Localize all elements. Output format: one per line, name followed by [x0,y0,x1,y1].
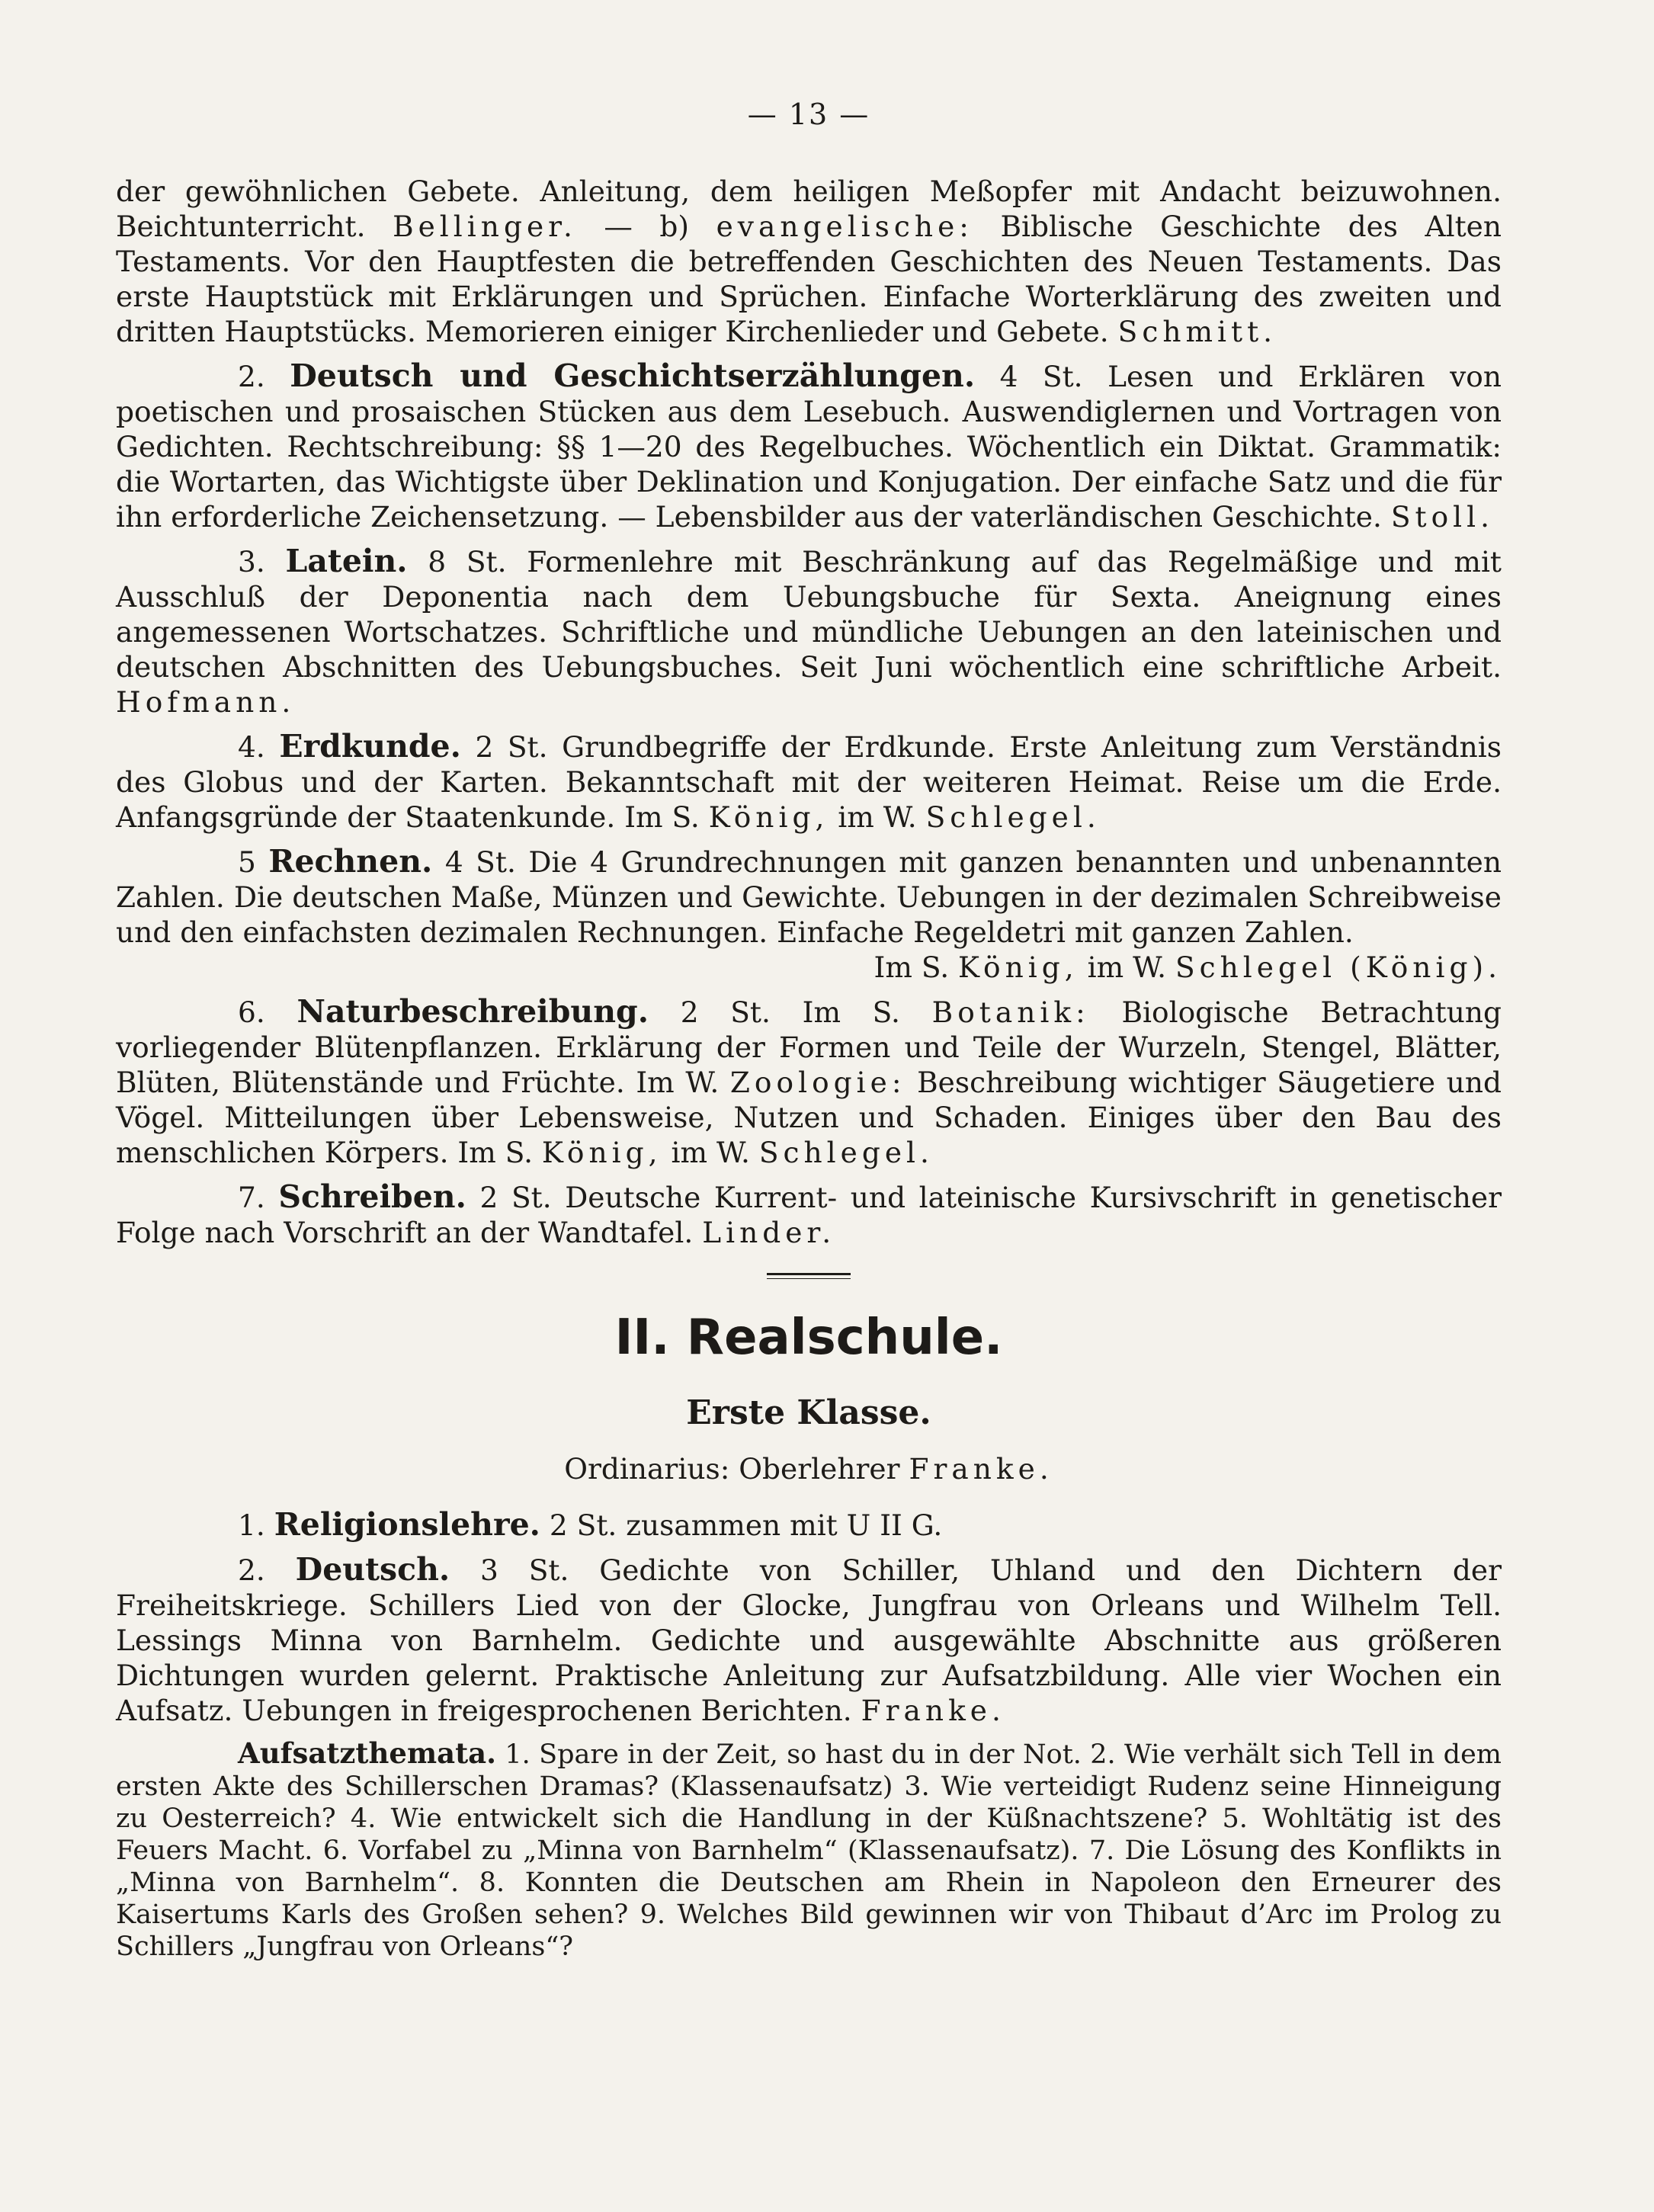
teacher-franke: Franke. [861,1694,1005,1727]
deutsch-hours: 4 St. [999,360,1083,393]
religion-text-2: — b) [604,210,690,243]
deutsch2-number: 2. [238,1553,265,1587]
latein-paragraph [116,543,1502,720]
erdkunde-mid: im W. [838,800,917,834]
deutsch2-subject: Deutsch. [295,1551,450,1588]
teacher-koenig: König, [958,951,1079,984]
teacher-koenig: König, [708,800,829,834]
latein-text: Formenlehre mit Beschränkung auf das Regelmäßige und mit Ausschluß der Deponentia nach dem Uebungsbuche für Sexta. Aneignung eines angemessenen Wortschatzes. Schriftliche und mündliche Uebungen an den lateinischen und deutschen Abschnitten des Uebungsbuches. Seit Juni wöchentlich eine schriftliche Arbeit. [116,545,1502,684]
erdkunde-subject: Erdkunde. [279,728,461,765]
ordinarius-name: Franke. [909,1452,1053,1486]
erdkunde-hours: 2 St. [475,730,548,764]
religion2-paragraph [116,1507,1502,1543]
natur-number: 6. [238,995,265,1029]
ordinarius-label: Ordinarius: Oberlehrer [564,1452,900,1486]
rechnen-text: Die 4 Grundrechnungen mit ganzen benannten und unbenannten Zahlen. Die deutschen Maße, Münzen und Gewichte. Uebungen in der dezimalen Schreibweise und den einfachsten dezimalen Rechnungen. Einfache Regeldetri mit ganzen Zahlen. [116,845,1502,949]
rechnen-number: 5 [238,845,256,879]
schreiben-number: 7. [238,1181,265,1214]
natur-paragraph [116,994,1502,1170]
rechnen-paragraph [116,844,1502,950]
erdkunde-text: Grundbegriffe der Erdkunde. Erste Anleitung zum Verständnis des Globus und der Karten. Bekanntschaft mit der weiteren Heimat. Reise um die Erde. Anfangsgründe der Staatenkunde. Im S. [116,730,1502,834]
religion2-subject: Religionslehre. [274,1506,540,1543]
teacher-schlegel: Schlegel (König). [1175,951,1502,984]
deutsch2-paragraph [116,1552,1502,1728]
rechnen-teachers-line [116,950,1502,985]
teacher-schlegel: Schlegel. [925,800,1101,834]
section-divider-ornament [767,1273,851,1279]
erdkunde-number: 4. [238,730,265,764]
natur-text-2: Beschreibung wichtiger Säugetiere und Vögel. Mitteilungen über Lebensweise, Nutzen und Schaden. Einiges über den Bau des menschlichen Körpers. Im S. [116,1066,1502,1169]
religion2-text: 2 St. zusammen mit U II G. [549,1508,943,1542]
label-zoologie: Zoologie: [729,1066,906,1099]
natur-pre: Im S. [802,995,900,1029]
natur-mid: im W. [671,1136,750,1169]
teacher-schlegel: Schlegel. [758,1136,934,1169]
natur-hours: 2 St. [680,995,771,1029]
label-evangelisch: evangelische: [716,210,973,243]
teacher-bellinger: Bellinger. [393,210,577,243]
latein-hours: 8 St. [428,545,507,579]
religion-text-1: der gewöhnlichen Gebete. Anleitung, dem heiligen Meßopfer mit Andacht beizuwohnen. Beichtunterricht. [116,175,1502,243]
religion-text-3: Biblische Geschichte des Alten Testaments. Vor den Hauptfesten die betreffenden Geschichten des Neuen Testaments. Das erste Hauptstück mit Erklärungen und Sprüchen. Einfache Worterklärung des zweiten und dritten Hauptstücks. Memorieren einiger Kirchenlieder und Gebete. [116,210,1502,348]
latein-number: 3. [238,545,265,579]
rechnen-hours: 4 St. [444,845,516,879]
teacher-schmitt: Schmitt. [1117,315,1277,348]
aufsatzthemata-block [116,1737,1502,1963]
deutsch-text: Lesen und Erklären von poetischen und prosaischen Stücken aus dem Lesebuch. Auswendiglernen und Vortragen von Gedichten. Rechtschreibung: §§ 1—20 des Regelbuches. Wöchentlich ein Diktat. Grammatik: die Wortarten, das Wichtigste über Deklination und Konjugation. Der einfache Satz und die für ihn erforderliche Zeichensetzung. — Lebensbilder aus der vaterländischen Geschichte. [116,360,1502,534]
page-number: — 13 — [747,98,870,131]
schreiben-text: Deutsche Kurrent- und lateinische Kursivschrift in genetischer Folge nach Vorschrift an der Wandtafel. [116,1181,1502,1249]
deutsch-number: 2. [238,360,265,393]
natur-subject: Naturbeschreibung. [297,993,649,1030]
deutsch2-hours: 3 St. [480,1553,569,1587]
class-title: Erste Klasse. [686,1393,931,1432]
schreiben-hours: 2 St. [479,1181,552,1214]
deutsch-subject: Deutsch und Geschichtserzählungen. [290,357,976,394]
section-title: II. Realschule. [614,1310,1003,1366]
deutsch-paragraph [116,358,1502,534]
rechnen-line-mid: im W. [1087,951,1167,984]
rechnen-subject: Rechnen. [268,843,433,880]
aufsatz-label: Aufsatzthemata. [238,1736,497,1770]
natur-text-1: Biologische Betrachtung vorliegender Blütenpflanzen. Erklärung der Formen und Teile der Wurzeln, Stengel, Blätter, Blüten, Blütenstände und Früchte. Im W. [116,995,1502,1099]
teacher-stoll: Stoll. [1390,500,1495,534]
latein-subject: Latein. [285,543,408,579]
aufsatz-text: 1. Spare in der Zeit, so hast du in der Not. 2. Wie verhält sich Tell in dem ersten Akte des Schillerschen Dramas? (Klassenaufsatz) 3. Wie verteidigt Rudenz seine Hinneigung zu Oesterreich? 4. Wie entwickelt sich die Handlung in der Küßnachtszene? 5. Wohltätig ist des Feuers Macht. 6. Vorfabel zu „Minna von Barnhelm“ (Klassenaufsatz). 7. Die Lösung des Konflikts in „Minna von Barnhelm“. 8. Konnten die Deutschen am Rhein in Napoleon den Erneurer des Kaisertums Karls des Großen sehen? 9. Welches Bild gewinnen wir von Thibaut d’Arc im Prolog zu Schillers „Jungfrau von Orleans“? [116,1739,1502,1962]
erdkunde-paragraph [116,729,1502,835]
religion2-number: 1. [238,1508,265,1542]
schreiben-subject: Schreiben. [278,1178,466,1215]
label-botanik: Botanik: [931,995,1090,1029]
deutsch2-text: Gedichte von Schiller, Uhland und den Dichtern der Freiheitskriege. Schillers Lied von der Glocke, Jungfrau von Orleans und Wilhelm Tell. Lessings Minna von Barnhelm. Gedichte und ausgewählte Abschnitte aus größeren Dichtungen wurden gelernt. Praktische Anleitung zur Aufsatzbildung. Alle vier Wochen ein Aufsatz. Uebungen in freigesprochenen Berichten. [116,1553,1502,1727]
teacher-hofmann: Hofmann. [116,685,296,719]
aufsatz-paragraph [116,1737,1502,1963]
teacher-koenig: König, [541,1136,662,1169]
schreiben-paragraph [116,1179,1502,1250]
teacher-linder: Linder. [702,1216,836,1249]
religion-continuation-paragraph [116,174,1502,349]
ordinarius-line [116,1452,1502,1486]
rechnen-line-pre: Im S. [873,951,950,984]
